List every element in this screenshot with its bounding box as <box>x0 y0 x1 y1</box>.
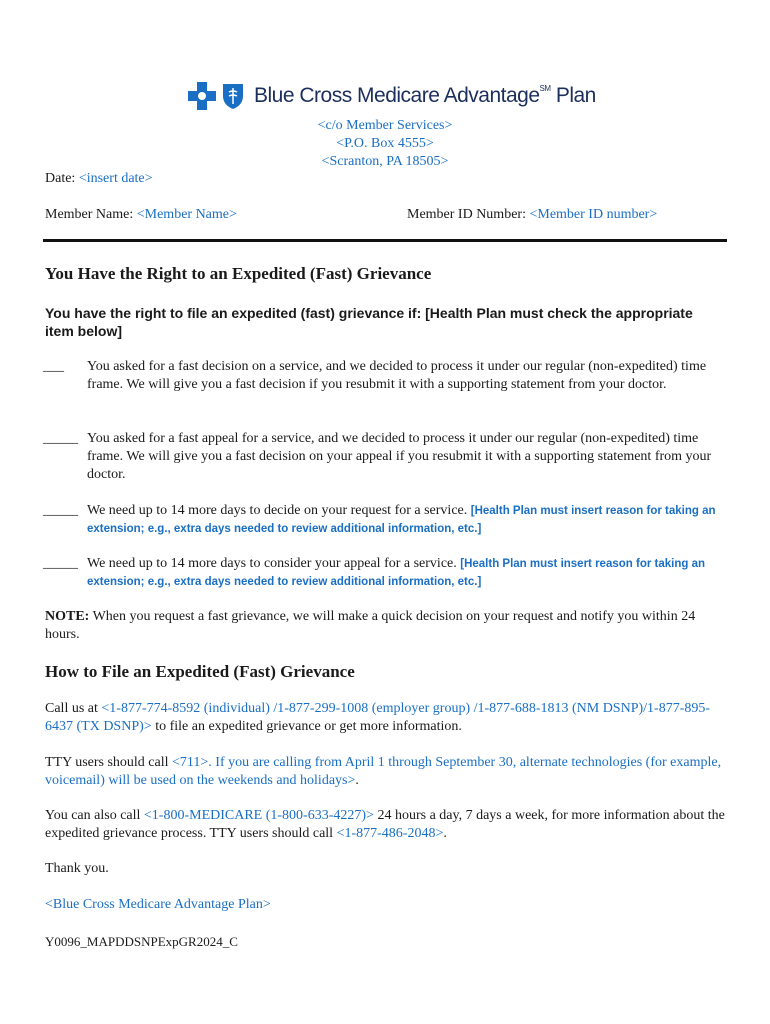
checkbox-blank[interactable]: _____ <box>43 556 78 571</box>
section1-intro: You have the right to file an expedited (fast) grievance if: [Health Plan must check the appropriate item below] <box>45 305 693 339</box>
member-name-label: Member Name: <box>45 207 137 222</box>
note-paragraph <box>45 608 725 644</box>
logo-text: Blue Cross Medicare Advantage <box>254 84 540 107</box>
member-name-line <box>45 206 237 224</box>
item-text: We need up to 14 more days to consider your appeal for a service. <box>87 556 461 571</box>
date-label: Date: <box>45 171 79 186</box>
date-line <box>45 170 153 188</box>
thank-you: Thank you. <box>45 861 109 876</box>
medicare-suffix: . <box>443 826 447 841</box>
tty-prefix: TTY users should call <box>45 755 173 770</box>
logo-suffix: Plan <box>550 84 596 107</box>
item-text: You asked for a fast decision on a service, and we decided to process it under our regular (non-expedited) time frame. We will give you a fast decision if you resubmit it with a supporting statement from your doctor. <box>87 359 707 392</box>
medicare-mid: 24 hours a day, 7 days a week, for more information about the expedited grievance process. TTY users should call <box>45 808 725 841</box>
member-name-value: <Member Name> <box>136 207 237 222</box>
list-item <box>43 358 727 394</box>
address-line-2: <P.O. Box 4555> <box>336 136 434 151</box>
medicare-number-link[interactable]: <1-800-MEDICARE (1-800-633-4227)> <box>143 808 374 823</box>
plan-instruction-note: [Health Plan must insert reason for taking an extension; e.g., extra days needed to review additional information, etc.] <box>87 558 705 588</box>
blue-shield-icon <box>222 82 244 110</box>
plan-instruction-note: [Health Plan must insert reason for taking an extension; e.g., extra days needed to review additional information, etc.] <box>87 505 716 535</box>
medicare-tty-link[interactable]: <1-877-486-2048> <box>336 826 444 841</box>
checkbox-blank[interactable]: ___ <box>43 359 64 374</box>
date-value: <insert date> <box>78 171 153 186</box>
call-paragraph <box>45 700 725 736</box>
address-line-1: <c/o Member Services> <box>317 118 453 133</box>
call-suffix: to file an expedited grievance or get more information. <box>151 719 462 734</box>
call-prefix: Call us at <box>45 701 102 716</box>
list-item <box>43 430 727 484</box>
section1-title: You Have the Right to an Expedited (Fast) Grievance <box>45 264 432 283</box>
tty-number-link[interactable]: <711>. If you are calling from April 1 through September 30, alternate technologies (for example, voicemail) will be used on the weekends and holidays> <box>45 755 722 788</box>
medicare-prefix: You can also call <box>45 808 144 823</box>
plan-signature: <Blue Cross Medicare Advantage Plan> <box>45 897 271 912</box>
list-item <box>43 555 727 591</box>
item-text: You asked for a fast appeal for a service, and we decided to process it under our regular (non-expedited) time frame. We will give you a fast decision on your appeal if you resubmit it with a supporting statement from your doctor. <box>87 431 712 482</box>
member-id-line <box>407 206 657 224</box>
document-code: Y0096_MAPDDSNPExpGR2024_C <box>45 934 238 949</box>
checkbox-blank[interactable]: _____ <box>43 503 78 518</box>
section2-title: How to File an Expedited (Fast) Grievance <box>45 662 355 681</box>
checkbox-blank[interactable]: _____ <box>43 431 78 446</box>
medicare-paragraph <box>45 807 725 843</box>
address-line-3: <Scranton, PA 18505> <box>321 154 449 169</box>
plan-logo <box>188 82 596 110</box>
phone-numbers-link[interactable]: <1-877-774-8592 (individual) /1-877-299-1008 (employer group) /1-877-688-1813 (NM DSNP)/1-877-895-6437 (TX DSNP)> <box>45 701 711 734</box>
member-id-label: Member ID Number: <box>407 207 530 222</box>
note-label: NOTE: <box>45 609 90 624</box>
tty-paragraph <box>45 754 725 790</box>
logo-tm: SM <box>539 84 551 93</box>
member-id-value: <Member ID number> <box>529 207 658 222</box>
tty-suffix: . <box>355 773 359 788</box>
note-text: When you request a fast grievance, we will make a quick decision on your request and notify you within 24 hours. <box>45 609 696 642</box>
return-address <box>0 117 770 171</box>
list-item <box>43 502 727 538</box>
header-divider <box>43 239 727 242</box>
blue-cross-icon <box>188 82 216 110</box>
item-text: We need up to 14 more days to decide on your request for a service. <box>87 503 471 518</box>
